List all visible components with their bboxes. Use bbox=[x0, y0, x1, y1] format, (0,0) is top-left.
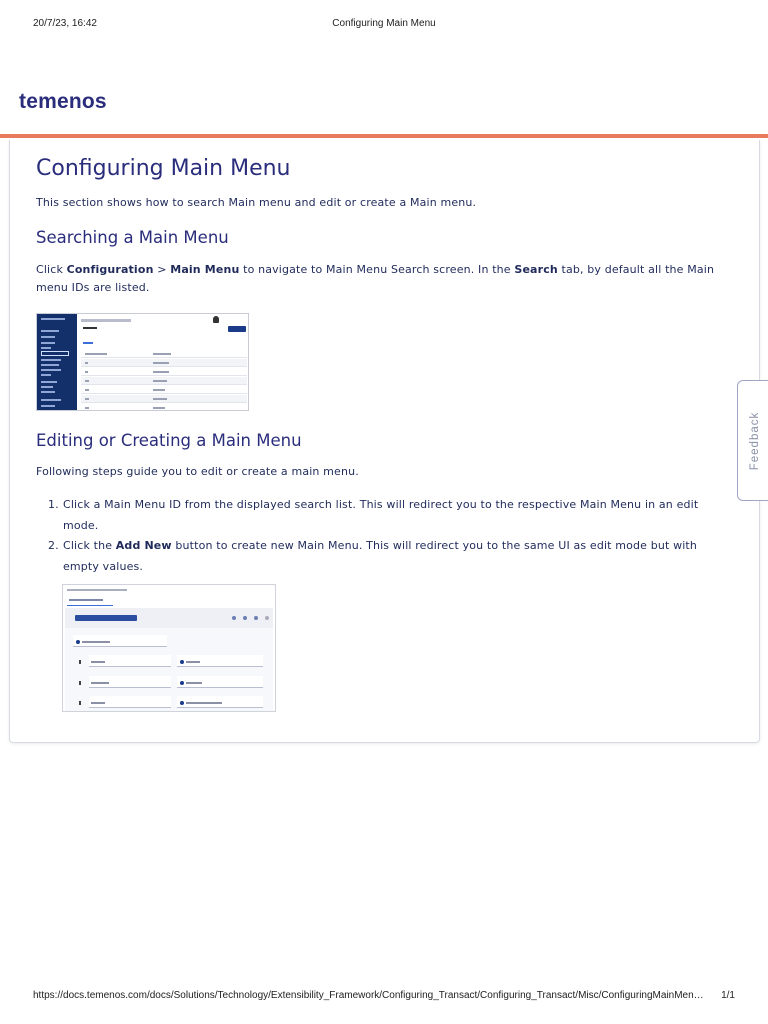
thumb-sidebar-line bbox=[41, 391, 55, 393]
thumb-tab-underline bbox=[67, 605, 113, 606]
thumb-field-text bbox=[82, 641, 110, 643]
text-run: Click bbox=[36, 263, 67, 276]
thumb-sidebar bbox=[37, 314, 77, 411]
thumb-field-dot bbox=[76, 640, 80, 644]
thumb-sidebar-line bbox=[41, 318, 65, 320]
page-title: Configuring Main Menu bbox=[36, 156, 291, 181]
thumb-sidebar-line bbox=[41, 369, 61, 371]
thumb-field-text bbox=[91, 661, 105, 663]
thumb-tab-label bbox=[69, 599, 103, 601]
thumb-add-button bbox=[228, 326, 246, 332]
thumb-table-row bbox=[81, 395, 247, 403]
print-title: Configuring Main Menu bbox=[332, 18, 436, 29]
main-menu-definition-screenshot bbox=[62, 584, 276, 712]
thumb-sidebar-line bbox=[41, 374, 51, 376]
step-number: 1. bbox=[48, 498, 59, 511]
thumb-sidebar-line bbox=[41, 330, 59, 332]
thumb-table-row bbox=[81, 386, 247, 394]
thumb-table-row bbox=[81, 404, 247, 411]
text-run: tab, by default all the Main menu IDs are listed. bbox=[36, 263, 715, 294]
thumb-user-icon bbox=[213, 316, 219, 323]
site-header bbox=[0, 80, 768, 138]
search-term: Search bbox=[514, 263, 558, 276]
thumb-sidebar-selected bbox=[41, 351, 69, 356]
step-number: 2. bbox=[48, 539, 59, 552]
section-heading-editing: Editing or Creating a Main Menu bbox=[36, 431, 302, 450]
thumb-check-icon bbox=[243, 616, 247, 620]
feedback-tab[interactable] bbox=[737, 380, 768, 501]
print-url: https://docs.temenos.com/docs/Solutions/Technology/Extensibility_Framework/Configuring_Transact/Configuring_Transact/Misc/ConfiguringMainMen… bbox=[33, 990, 704, 1001]
thumb-row-number bbox=[79, 681, 81, 685]
main-menu-term: Main Menu bbox=[170, 263, 240, 276]
thumb-field-dot bbox=[180, 660, 184, 664]
thumb-sidebar-line bbox=[41, 405, 55, 407]
configuration-term: Configuration bbox=[66, 263, 154, 276]
thumb-info-icon bbox=[232, 616, 236, 620]
thumb-field-dot bbox=[180, 681, 184, 685]
steps-list bbox=[44, 495, 734, 577]
thumb-field-text bbox=[186, 702, 222, 704]
add-new-term: Add New bbox=[115, 539, 172, 552]
thumb-field-text bbox=[91, 682, 109, 684]
thumb-field-text bbox=[91, 702, 105, 704]
header-accent-rule bbox=[0, 134, 768, 138]
intro-paragraph: This section shows how to search Main menu and edit or create a Main menu. bbox=[36, 196, 477, 209]
thumb-sidebar-line bbox=[41, 381, 57, 383]
step-text: button to create new Main Menu. This will redirect you to the same UI as edit mode but with empty values. bbox=[63, 539, 698, 573]
print-page-number: 1/1 bbox=[721, 990, 735, 1001]
searching-paragraph bbox=[36, 261, 736, 297]
thumb-panel-title bbox=[75, 615, 137, 621]
section-heading-searching: Searching a Main Menu bbox=[36, 228, 229, 247]
print-header bbox=[33, 18, 735, 32]
thumb-play-icon bbox=[254, 616, 258, 620]
step-item bbox=[44, 536, 734, 577]
thumb-row-number bbox=[79, 701, 81, 705]
thumb-field-text bbox=[186, 682, 202, 684]
editing-intro-paragraph: Following steps guide you to edit or create a main menu. bbox=[36, 465, 359, 478]
thumb-table-row bbox=[81, 368, 247, 376]
print-date: 20/7/23, 16:42 bbox=[33, 18, 97, 29]
thumb-row-number bbox=[79, 660, 81, 664]
thumb-sidebar-line bbox=[41, 347, 51, 349]
thumb-sidebar-line bbox=[41, 342, 55, 344]
step-text: Click the bbox=[63, 539, 116, 552]
thumb-table-row bbox=[81, 359, 247, 367]
thumb-sidebar-line bbox=[41, 399, 61, 401]
step-item bbox=[44, 495, 734, 536]
thumb-table-row bbox=[81, 377, 247, 385]
thumb-breadcrumb bbox=[67, 589, 127, 591]
thumb-search-bar bbox=[81, 319, 131, 322]
thumb-table-header bbox=[81, 350, 247, 358]
thumb-sidebar-line bbox=[41, 359, 61, 361]
thumb-title bbox=[83, 327, 97, 329]
thumb-search-tab bbox=[83, 342, 93, 344]
thumb-sidebar-line bbox=[41, 336, 55, 338]
thumb-field-dot bbox=[180, 701, 184, 705]
thumb-field-text bbox=[186, 661, 200, 663]
step-text: Click a Main Menu ID from the displayed search list. This will redirect you to the respective Main Menu in an edit mode. bbox=[63, 498, 699, 532]
main-menu-search-screenshot bbox=[36, 313, 249, 411]
text-run: > bbox=[153, 263, 171, 276]
feedback-label: Feedback bbox=[749, 411, 761, 470]
print-footer bbox=[33, 990, 735, 1004]
text-run: to navigate to Main Menu Search screen. In the bbox=[239, 263, 515, 276]
thumb-sidebar-line bbox=[41, 364, 59, 366]
temenos-logo[interactable]: temenos bbox=[19, 90, 107, 113]
thumb-sidebar-line bbox=[41, 386, 53, 388]
thumb-more-icon bbox=[265, 616, 269, 620]
